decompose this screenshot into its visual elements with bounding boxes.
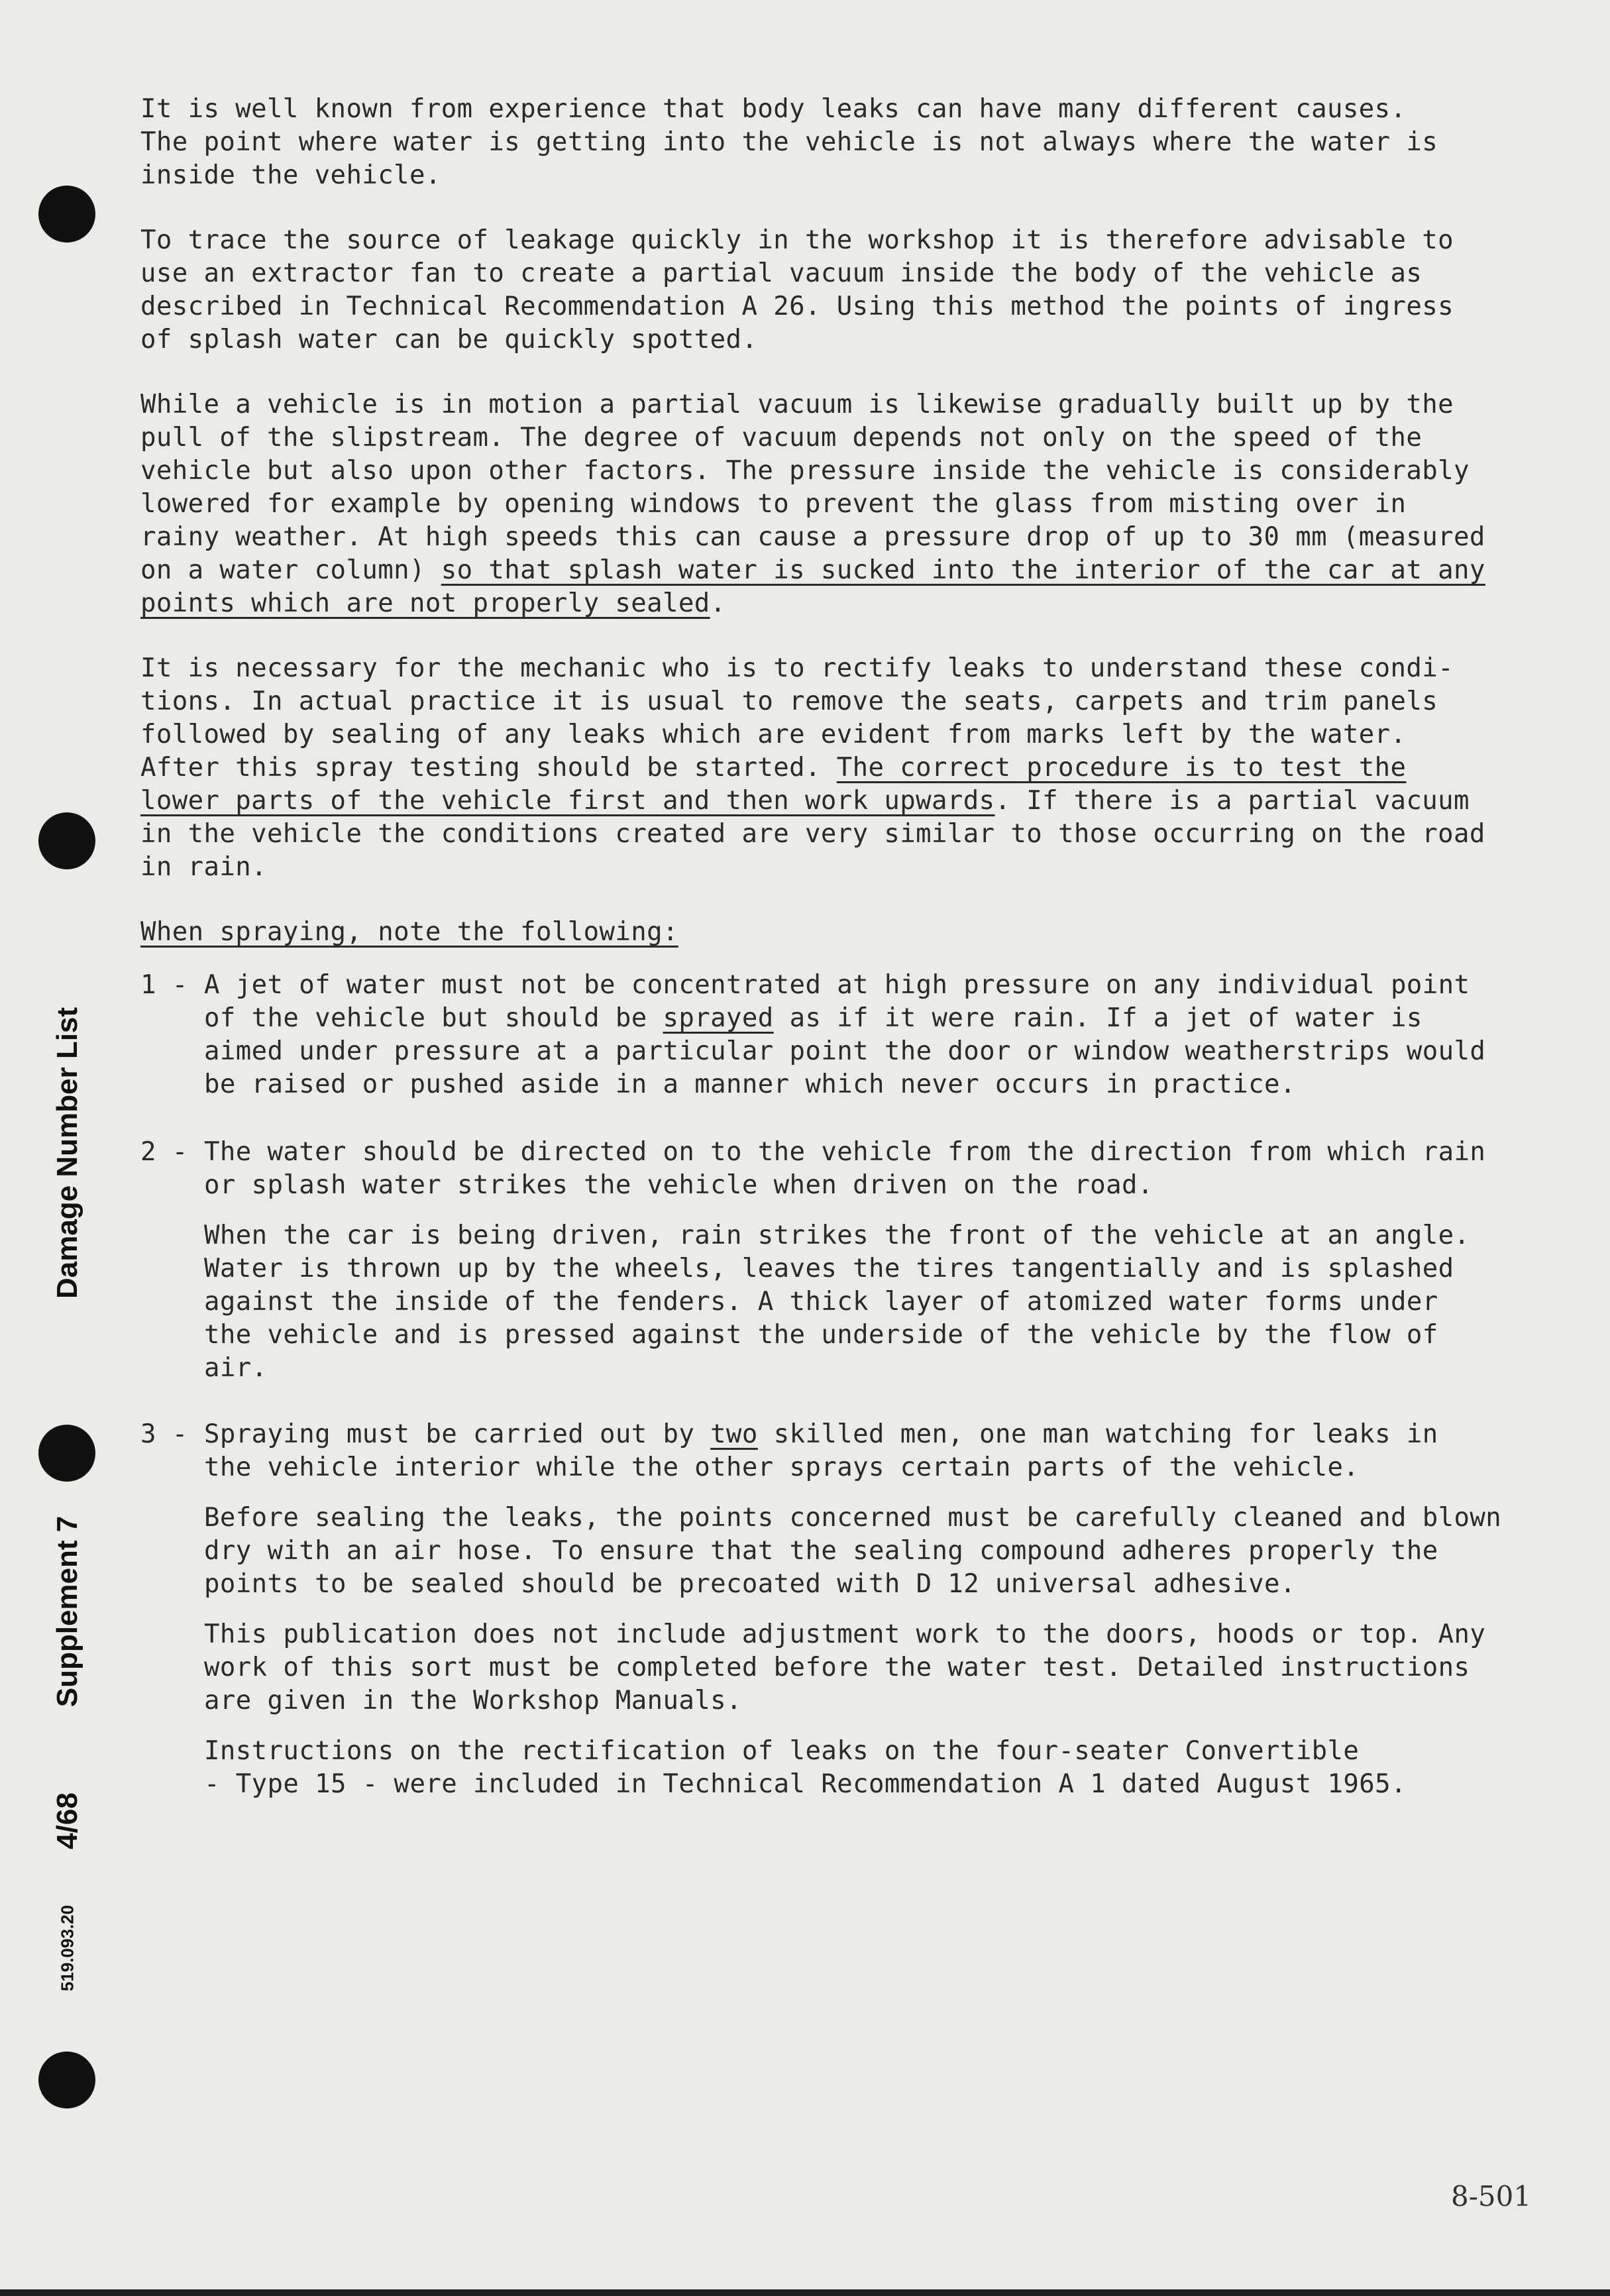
item-text: [204, 969, 1585, 1101]
paragraph-extractor-fan: To trace the source of leakage quickly in the workshop it is therefore advisable to use an extractor fan to create a partial vacuum inside the body of the vehicle as described in Technical Recommendation A 26. Using this method the points of ingress of splash water can be quickly spotted.: [140, 225, 1454, 355]
item-note: Before sealing the leaks, the points concerned must be carefully cleaned and blown dry with an air hose. To ensure that the sealing compound adheres properly the points to be sealed should be precoated with D 12 universal adhesive.: [204, 1503, 1502, 1599]
item-note: Instructions on the rectification of leaks on the four-seater Convertible - Type 15 - were included in Technical Recommendation A 1 dated August 1965.: [204, 1736, 1407, 1799]
underlined-text: two: [710, 1419, 758, 1449]
paragraph-text: . If there is a partial vacuum in the vehicle the conditions created are very similar to those occurring on the road in rain.: [140, 786, 1485, 882]
scan-border: [0, 2289, 1610, 2296]
paragraph-procedure: [140, 652, 1585, 884]
underlined-text: sprayed: [663, 1003, 774, 1033]
section-heading: [140, 916, 1585, 949]
paragraph-text: While a vehicle is in motion a partial vacuum is likewise gradually built up by the pull of the slipstream. The degree of vacuum depends not only on the speed of the vehicle but also upon other factors. The pressure inside the vehicle is considerably lowered for example by opening windows to prevent the glass from misting over in rainy weather. At high speeds this can cause a pressure drop of up to 30 mm (measured on a water column): [140, 390, 1485, 585]
punch-hole: [38, 186, 95, 243]
paragraph-slipstream: [140, 388, 1585, 620]
punch-hole: [38, 2051, 95, 2108]
list-item: [140, 1136, 1585, 1202]
document-body: [140, 93, 1585, 1818]
paragraph-text: It is necessary for the mechanic who is to rectify leaks to understand these condi- tions. In actual practice it is usual to remove the seats, carpets and trim panels followed by sealing of any leaks which are evident from marks left by the water. After this spray testing should be started.: [140, 653, 1454, 783]
item-text-part: Spraying must be carried out by: [204, 1419, 711, 1449]
item-number: 3 -: [140, 1419, 188, 1449]
paragraph-causes: It is well known from experience that body leaks can have many different causes. The point where water is getting into the vehicle is not always where the water is inside the vehicle.: [140, 94, 1438, 190]
underlined-text: so that splash water is sucked into the interior of the car at any points which are not properly sealed: [140, 555, 1485, 618]
underlined-text: The correct procedure is to test the lower parts of the vehicle first and then work upwards: [140, 753, 1407, 816]
list-item: [140, 1418, 1585, 1484]
heading-text: When spraying, note the following:: [140, 917, 678, 947]
sidebar-title: Damage Number List: [51, 1007, 83, 1299]
page-number: 8-501: [1451, 2180, 1532, 2213]
punch-hole: [38, 812, 95, 869]
list-item: [140, 969, 1585, 1101]
paragraph-text: .: [710, 588, 726, 618]
item-note: This publication does not include adjustment work to the doors, hoods or top. Any work of this sort must be completed before the water test. Detailed instructions are given in the Workshop Manuals.: [204, 1619, 1486, 1716]
item-text: The water should be directed on to the vehicle from the direction from which rain or splash water strikes the vehicle when driven on the road.: [204, 1137, 1486, 1200]
sidebar-code: 519.093.20: [57, 1904, 78, 1992]
sidebar-supplement: Supplement 7: [51, 1515, 83, 1708]
item-text: [204, 1418, 1585, 1484]
item-text-part: as if it were rain. If a jet of water is aimed under pressure at a particular point the door or window weatherstrips would be raised or pushed aside in a manner which never occurs in practice.: [204, 1003, 1486, 1099]
item-note: When the car is being driven, rain strikes the front of the vehicle at an angle. Water is thrown up by the wheels, leaves the tires tangentially and is splashed against the inside of the fenders. A thick layer of atomized water forms under the vehicle and is pressed against the underside of the vehicle by the flow of air.: [204, 1221, 1470, 1383]
item-number: 2 -: [140, 1137, 188, 1167]
item-text-part: A jet of water must not be concentrated at high pressure on any individual point of the vehicle but should be: [204, 970, 1470, 1033]
punch-hole: [38, 1425, 95, 1482]
item-number: 1 -: [140, 970, 188, 1000]
item-text-part: skilled men, one man watching for leaks in the vehicle interior while the other sprays certain parts of the vehicle.: [204, 1419, 1438, 1482]
sidebar-date: 4/68: [51, 1792, 83, 1849]
